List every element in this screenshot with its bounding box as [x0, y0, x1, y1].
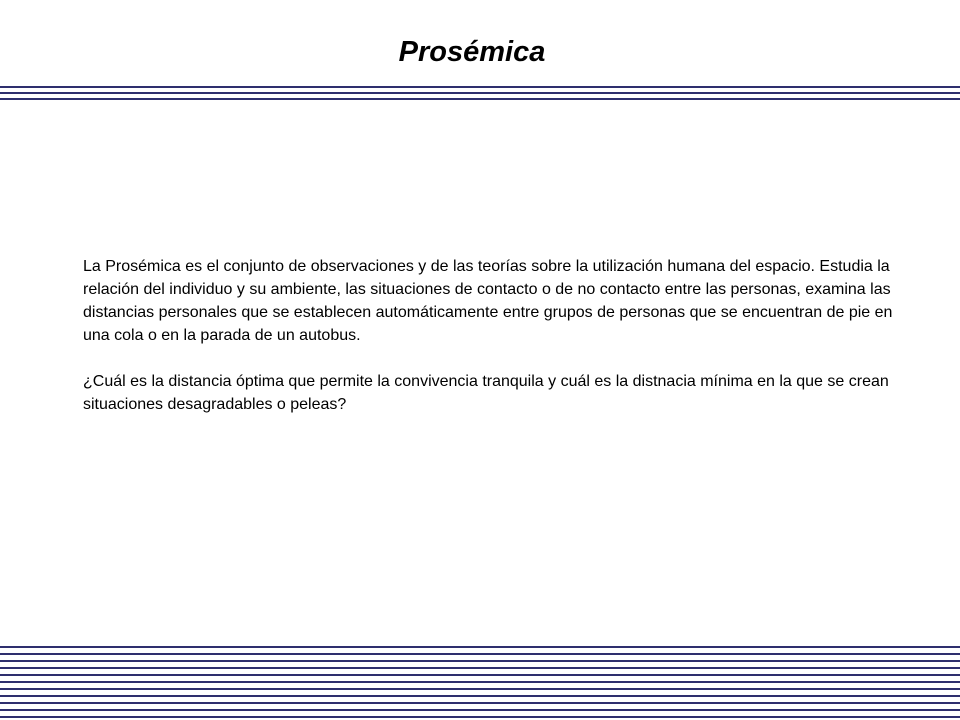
footer-stripe-line	[0, 667, 960, 669]
footer-stripe-line	[0, 702, 960, 704]
footer-stripe-line	[0, 681, 960, 683]
divider-line	[0, 86, 960, 88]
slide-body	[83, 255, 913, 416]
footer-stripe-line	[0, 660, 960, 662]
divider-line	[0, 98, 960, 100]
footer-stripe-line	[0, 695, 960, 697]
footer-stripes	[0, 644, 960, 720]
slide-title: Prosémica	[398, 36, 546, 68]
divider-line	[0, 92, 960, 94]
footer-stripe-line	[0, 674, 960, 676]
footer-stripe-line	[0, 688, 960, 690]
header-divider	[0, 84, 960, 100]
body-paragraph-question: ¿Cuál es la distancia óptima que permite la convivencia tranquila y cuál es la distnacia mínima en la que se crean situaciones desagradables o peleas?	[83, 373, 889, 413]
footer-stripe-line	[0, 653, 960, 655]
footer-stripe-line	[0, 646, 960, 648]
body-paragraph-definition: La Prosémica es el conjunto de observaciones y de las teorías sobre la utilización humana del espacio. Estudia la relación del individuo y su ambiente, las situaciones de contacto o de no contacto entre las personas, examina las distancias personales que se establecen automáticamente entre grupos de personas que se encuentran de pie en una cola o en la parada de un autobus.	[83, 258, 893, 344]
footer-stripe-line	[0, 709, 960, 711]
footer-stripe-line	[0, 716, 960, 718]
